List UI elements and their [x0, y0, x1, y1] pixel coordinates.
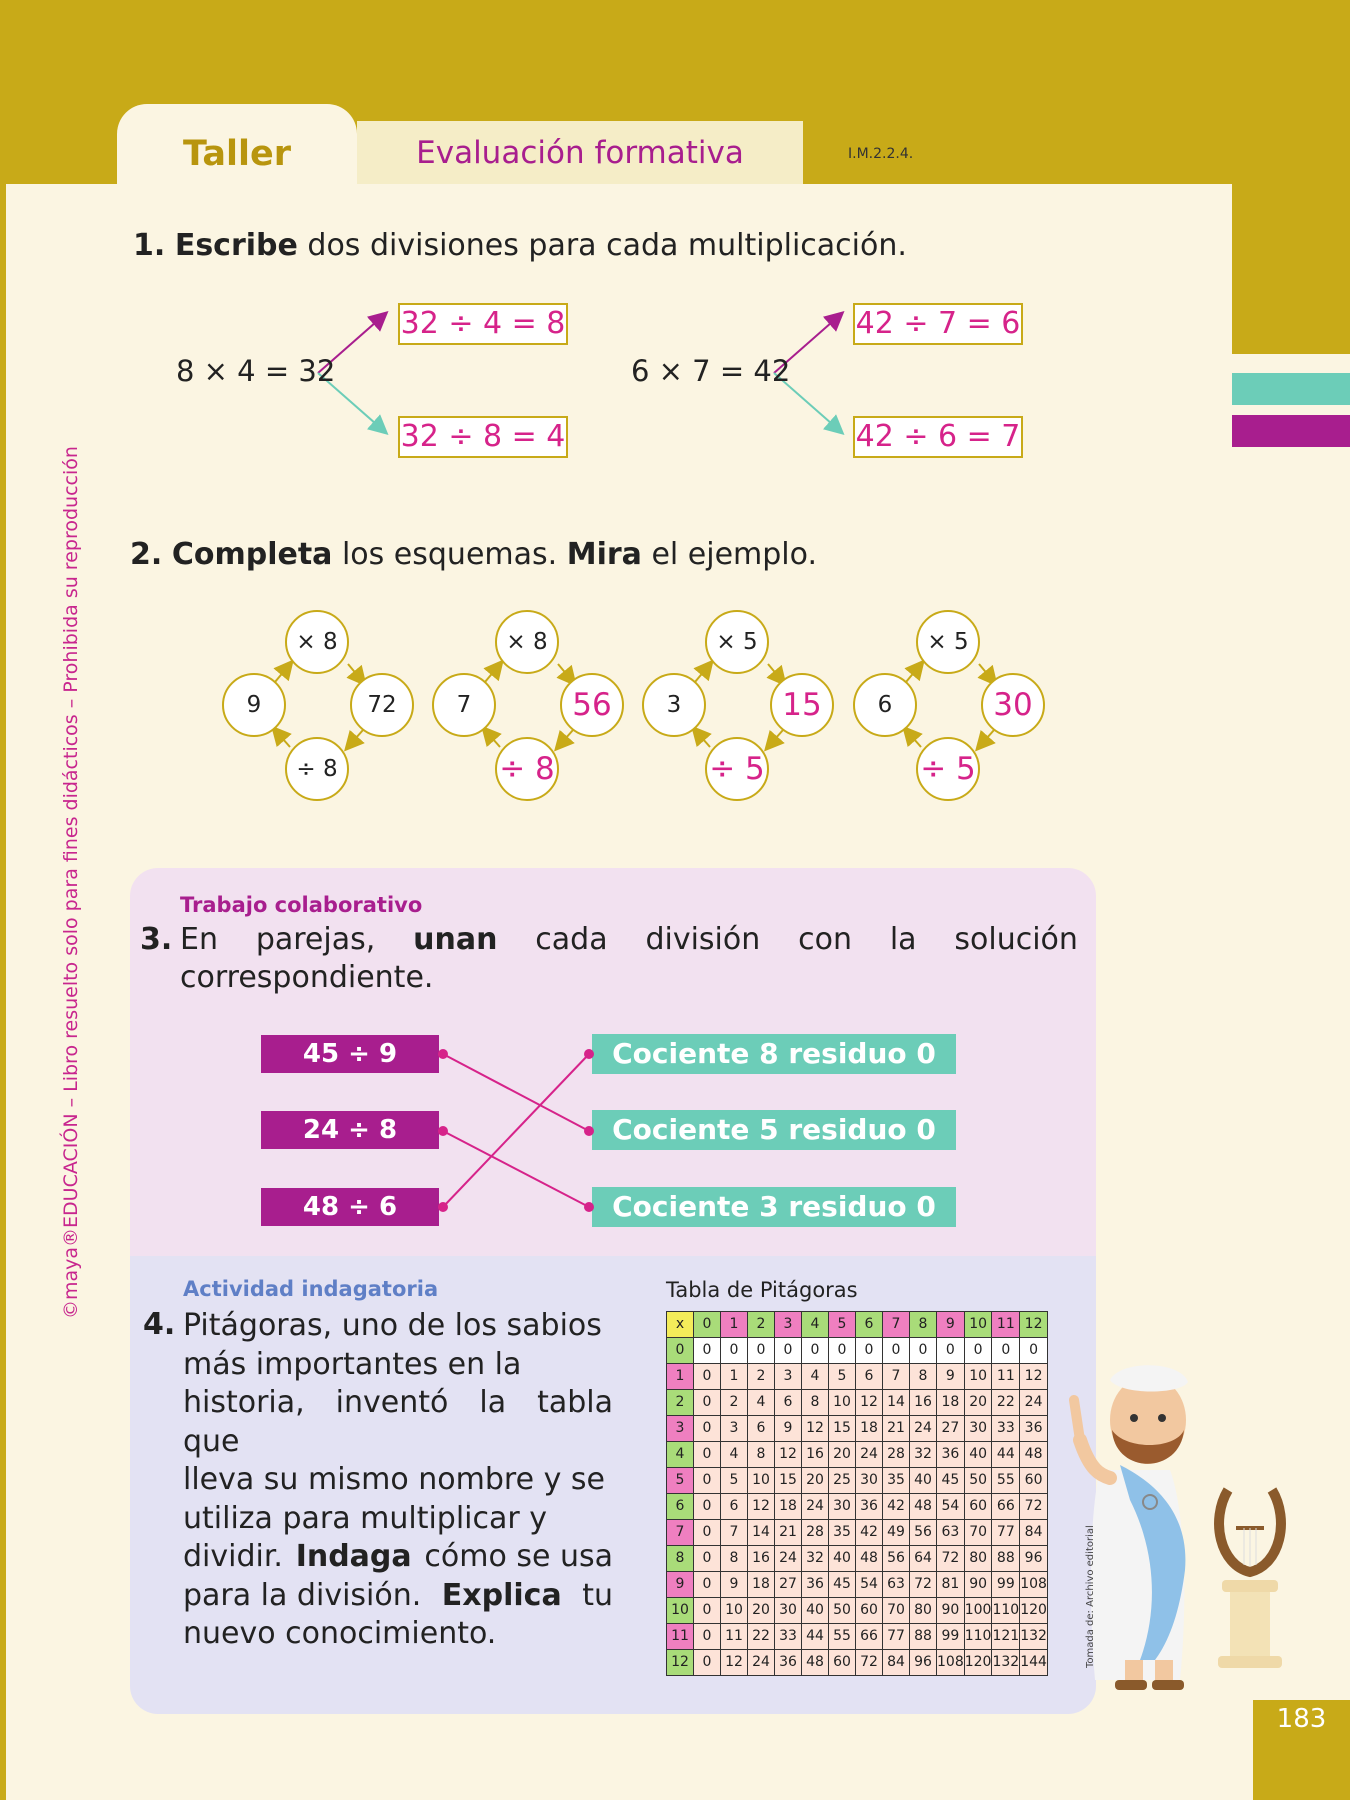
table-cell: 3 — [775, 1364, 802, 1390]
q2-verb-completa: Completa — [171, 537, 333, 572]
table-cell: 0 — [694, 1598, 721, 1624]
table-header-col: 3 — [775, 1312, 802, 1338]
table-cell: 18 — [937, 1390, 965, 1416]
table-header-row: 3 — [667, 1416, 694, 1442]
table-cell: 2 — [748, 1364, 775, 1390]
table-cell: 55 — [829, 1624, 856, 1650]
table-header-col: 5 — [829, 1312, 856, 1338]
table-cell: 10 — [829, 1390, 856, 1416]
table-cell: 48 — [856, 1546, 883, 1572]
table-cell: 110 — [964, 1624, 992, 1650]
pythagoras-illustration — [1060, 1360, 1310, 1700]
table-cell: 84 — [883, 1650, 910, 1676]
q2-number: 2. — [130, 537, 163, 572]
table-cell: 0 — [694, 1494, 721, 1520]
image-credit: Tomada de: Archivo editorial — [1085, 1525, 1096, 1668]
match-line-2 — [443, 1131, 589, 1207]
table-cell: 60 — [1020, 1468, 1048, 1494]
scheme-2-right-answer[interactable]: 56 — [560, 673, 624, 737]
table-cell: 81 — [937, 1572, 965, 1598]
q4-section-title: Actividad indagatoria — [183, 1277, 439, 1301]
table-cell: 8 — [748, 1442, 775, 1468]
table-header-col: 1 — [721, 1312, 748, 1338]
scheme-1-bottom: ÷ 8 — [285, 737, 349, 801]
scheme-3-right-answer[interactable]: 15 — [770, 673, 834, 737]
table-cell: 24 — [775, 1546, 802, 1572]
scheme-4-right-answer[interactable]: 30 — [981, 673, 1045, 737]
table-cell: 0 — [910, 1338, 937, 1364]
table-cell: 48 — [802, 1650, 829, 1676]
division-1[interactable]: 45 ÷ 9 — [261, 1035, 439, 1073]
table-cell: 40 — [910, 1468, 937, 1494]
table-cell: 32 — [910, 1442, 937, 1468]
table-cell: 0 — [694, 1364, 721, 1390]
q1a-multiplication: 8 × 4 = 32 — [176, 354, 336, 388]
table-cell: 22 — [748, 1624, 775, 1650]
table-header-col: 4 — [802, 1312, 829, 1338]
table-cell: 0 — [1020, 1338, 1048, 1364]
table-header-row: 10 — [667, 1598, 694, 1624]
table-header-col: 6 — [856, 1312, 883, 1338]
table-row — [667, 1572, 1048, 1598]
table-header-col: 7 — [883, 1312, 910, 1338]
table-cell: 21 — [775, 1520, 802, 1546]
scheme-1-right: 72 — [350, 673, 414, 737]
table-cell: 45 — [937, 1468, 965, 1494]
table-cell: 40 — [802, 1598, 829, 1624]
table-corner: x — [667, 1312, 694, 1338]
scheme-1-left: 9 — [222, 673, 286, 737]
table-cell: 9 — [721, 1572, 748, 1598]
table-header-row: 8 — [667, 1546, 694, 1572]
table-cell: 3 — [721, 1416, 748, 1442]
table-cell: 40 — [964, 1442, 992, 1468]
table-cell: 0 — [694, 1468, 721, 1494]
table-cell: 8 — [721, 1546, 748, 1572]
q3-number: 3. — [140, 922, 173, 957]
table-cell: 108 — [937, 1650, 965, 1676]
table-cell: 70 — [964, 1520, 992, 1546]
table-cell: 132 — [1020, 1624, 1048, 1650]
table-cell: 42 — [883, 1494, 910, 1520]
q2-text-rest: el ejemplo. — [641, 537, 817, 572]
table-cell: 30 — [964, 1416, 992, 1442]
table-cell: 6 — [775, 1390, 802, 1416]
table-cell: 8 — [802, 1390, 829, 1416]
table-cell: 60 — [964, 1494, 992, 1520]
table-cell: 20 — [802, 1468, 829, 1494]
scheme-2-top: × 8 — [495, 610, 559, 674]
table-cell: 42 — [856, 1520, 883, 1546]
q3-section-title: Trabajo colaborativo — [180, 893, 423, 917]
table-cell: 0 — [992, 1338, 1020, 1364]
table-cell: 121 — [992, 1624, 1020, 1650]
scheme-4-bottom-answer[interactable]: ÷ 5 — [916, 737, 980, 801]
table-cell: 0 — [883, 1338, 910, 1364]
table-cell: 48 — [1020, 1442, 1048, 1468]
table-cell: 0 — [937, 1338, 965, 1364]
table-header-row: 7 — [667, 1520, 694, 1546]
table-cell: 15 — [775, 1468, 802, 1494]
table-cell: 84 — [1020, 1520, 1048, 1546]
table-cell: 0 — [694, 1442, 721, 1468]
sidebar-copyright: ©maya®EDUCACIÓN – Libro resuelto solo para fines didácticos – Prohibida su reproducción — [60, 446, 82, 1319]
table-cell: 54 — [856, 1572, 883, 1598]
table-cell: 11 — [992, 1364, 1020, 1390]
q2-verb-mira: Mira — [566, 537, 642, 572]
table-cell: 24 — [856, 1442, 883, 1468]
table-cell: 72 — [856, 1650, 883, 1676]
table-cell: 36 — [802, 1572, 829, 1598]
table-cell: 33 — [775, 1624, 802, 1650]
table-row — [667, 1650, 1048, 1676]
table-cell: 36 — [775, 1650, 802, 1676]
q1-verb: Escribe — [174, 228, 298, 263]
table-cell: 64 — [910, 1546, 937, 1572]
table-cell: 88 — [992, 1546, 1020, 1572]
tab-taller-label: Taller — [183, 134, 291, 174]
division-3[interactable]: 48 ÷ 6 — [261, 1188, 439, 1226]
q1a-division-bottom[interactable]: 32 ÷ 8 = 4 — [398, 416, 568, 458]
table-cell: 99 — [937, 1624, 965, 1650]
page-number: 183 — [1276, 1704, 1327, 1734]
table-cell: 21 — [883, 1416, 910, 1442]
table-cell: 27 — [775, 1572, 802, 1598]
pythagoras-table — [666, 1311, 1048, 1676]
table-cell: 48 — [910, 1494, 937, 1520]
table-cell: 60 — [856, 1598, 883, 1624]
table-cell: 120 — [964, 1650, 992, 1676]
scheme-3-bottom-answer[interactable]: ÷ 5 — [705, 737, 769, 801]
table-cell: 88 — [910, 1624, 937, 1650]
table-cell: 56 — [883, 1546, 910, 1572]
table-cell: 0 — [694, 1416, 721, 1442]
table-row — [667, 1312, 1048, 1338]
table-row — [667, 1338, 1048, 1364]
table-cell: 0 — [694, 1624, 721, 1650]
table-row — [667, 1390, 1048, 1416]
table-cell: 35 — [883, 1468, 910, 1494]
table-cell: 36 — [856, 1494, 883, 1520]
scheme-1-top: × 8 — [285, 610, 349, 674]
table-row — [667, 1494, 1048, 1520]
table-cell: 49 — [883, 1520, 910, 1546]
table-cell: 27 — [937, 1416, 965, 1442]
table-cell: 16 — [802, 1442, 829, 1468]
table-cell: 0 — [748, 1338, 775, 1364]
table-cell: 100 — [964, 1598, 992, 1624]
table-header-col: 9 — [937, 1312, 965, 1338]
table-cell: 12 — [856, 1390, 883, 1416]
table-header-row: 9 — [667, 1572, 694, 1598]
table-cell: 4 — [748, 1390, 775, 1416]
table-cell: 5 — [721, 1468, 748, 1494]
table-cell: 99 — [992, 1572, 1020, 1598]
table-cell: 36 — [937, 1442, 965, 1468]
scheme-4-top: × 5 — [916, 610, 980, 674]
table-header-row: 12 — [667, 1650, 694, 1676]
table-cell: 22 — [992, 1390, 1020, 1416]
table-cell: 2 — [721, 1390, 748, 1416]
table-header-col: 0 — [694, 1312, 721, 1338]
table-cell: 63 — [883, 1572, 910, 1598]
table-cell: 6 — [721, 1494, 748, 1520]
table-row — [667, 1364, 1048, 1390]
table-cell: 7 — [883, 1364, 910, 1390]
table-cell: 12 — [802, 1416, 829, 1442]
q2-text-mid: los esquemas. — [332, 537, 567, 572]
table-cell: 7 — [721, 1520, 748, 1546]
lyre-icon — [1218, 1490, 1282, 1668]
table-cell: 40 — [829, 1546, 856, 1572]
table-cell: 32 — [802, 1546, 829, 1572]
table-cell: 66 — [856, 1624, 883, 1650]
table-cell: 0 — [964, 1338, 992, 1364]
table-cell: 96 — [910, 1650, 937, 1676]
match-line-1 — [443, 1054, 589, 1131]
table-cell: 6 — [748, 1416, 775, 1442]
scheme-4-left: 6 — [853, 673, 917, 737]
table-cell: 9 — [775, 1416, 802, 1442]
dot-division-1 — [438, 1049, 448, 1059]
division-2[interactable]: 24 ÷ 8 — [261, 1111, 439, 1149]
table-cell: 12 — [748, 1494, 775, 1520]
table-row — [667, 1468, 1048, 1494]
q1-number: 1. — [133, 228, 166, 263]
table-cell: 110 — [992, 1598, 1020, 1624]
table-row — [667, 1520, 1048, 1546]
table-cell: 5 — [829, 1364, 856, 1390]
dot-division-3 — [438, 1202, 448, 1212]
table-header-row: 0 — [667, 1338, 694, 1364]
table-cell: 12 — [775, 1442, 802, 1468]
q1b-multiplication: 6 × 7 = 42 — [631, 354, 791, 388]
table-cell: 12 — [1020, 1364, 1048, 1390]
dot-solution-3 — [584, 1202, 594, 1212]
table-cell: 0 — [694, 1520, 721, 1546]
table-cell: 36 — [1020, 1416, 1048, 1442]
table-cell: 30 — [829, 1494, 856, 1520]
table-cell: 30 — [856, 1468, 883, 1494]
table-title: Tabla de Pitágoras — [666, 1278, 858, 1302]
scheme-2-bottom-answer[interactable]: ÷ 8 — [495, 737, 559, 801]
table-cell: 0 — [694, 1546, 721, 1572]
table-cell: 96 — [1020, 1546, 1048, 1572]
table-header-col: 10 — [964, 1312, 992, 1338]
table-row — [667, 1416, 1048, 1442]
table-cell: 72 — [1020, 1494, 1048, 1520]
table-header-row: 1 — [667, 1364, 694, 1390]
q1b-division-top[interactable]: 42 ÷ 7 = 6 — [853, 303, 1023, 345]
table-cell: 77 — [883, 1624, 910, 1650]
table-cell: 45 — [829, 1572, 856, 1598]
table-cell: 80 — [910, 1598, 937, 1624]
solution-2[interactable]: Cociente 5 residuo 0 — [592, 1110, 956, 1150]
dot-solution-1 — [584, 1049, 594, 1059]
table-cell: 1 — [721, 1364, 748, 1390]
table-cell: 44 — [802, 1624, 829, 1650]
table-header-row: 11 — [667, 1624, 694, 1650]
table-cell: 50 — [964, 1468, 992, 1494]
table-cell: 132 — [992, 1650, 1020, 1676]
table-cell: 20 — [964, 1390, 992, 1416]
table-cell: 120 — [1020, 1598, 1048, 1624]
tab-evaluacion-label: Evaluación formativa — [416, 135, 744, 171]
table-cell: 4 — [721, 1442, 748, 1468]
table-cell: 144 — [1020, 1650, 1048, 1676]
table-row — [667, 1624, 1048, 1650]
table-cell: 0 — [694, 1650, 721, 1676]
scheme-3-top: × 5 — [705, 610, 769, 674]
table-header-col: 2 — [748, 1312, 775, 1338]
table-cell: 18 — [856, 1416, 883, 1442]
table-cell: 72 — [937, 1546, 965, 1572]
table-cell: 0 — [694, 1390, 721, 1416]
table-cell: 33 — [992, 1416, 1020, 1442]
table-cell: 14 — [748, 1520, 775, 1546]
table-cell: 4 — [802, 1364, 829, 1390]
q4-paragraph: Pitágoras, uno de los sabios más importantes en la historia, inventó la tabla que lleva su mismo nombre y se utiliza para multiplicar y dividir. Indaga cómo se usa para la división. Explica tu nuevo conocimiento. — [183, 1308, 613, 1651]
table-header-row: 2 — [667, 1390, 694, 1416]
table-cell: 72 — [910, 1572, 937, 1598]
table-header-col: 12 — [1020, 1312, 1048, 1338]
table-cell: 16 — [910, 1390, 937, 1416]
table-cell: 24 — [802, 1494, 829, 1520]
table-header-row: 6 — [667, 1494, 694, 1520]
skill-code: I.M.2.2.4. — [848, 146, 914, 162]
table-cell: 80 — [964, 1546, 992, 1572]
table-header-row: 5 — [667, 1468, 694, 1494]
table-cell: 0 — [856, 1338, 883, 1364]
q3-line2: correspondiente. — [180, 960, 434, 995]
table-cell: 24 — [748, 1650, 775, 1676]
table-cell: 77 — [992, 1520, 1020, 1546]
scheme-2-left: 7 — [432, 673, 496, 737]
table-cell: 56 — [910, 1520, 937, 1546]
table-cell: 90 — [937, 1598, 965, 1624]
table-cell: 0 — [829, 1338, 856, 1364]
table-cell: 60 — [829, 1650, 856, 1676]
table-header-col: 11 — [992, 1312, 1020, 1338]
table-cell: 18 — [775, 1494, 802, 1520]
solution-3[interactable]: Cociente 3 residuo 0 — [592, 1187, 956, 1227]
table-cell: 0 — [802, 1338, 829, 1364]
table-cell: 30 — [775, 1598, 802, 1624]
q1-text: dos divisiones para cada multiplicación. — [297, 228, 907, 263]
table-cell: 15 — [829, 1416, 856, 1442]
table-cell: 6 — [856, 1364, 883, 1390]
table-cell: 55 — [992, 1468, 1020, 1494]
table-cell: 11 — [721, 1624, 748, 1650]
table-cell: 20 — [829, 1442, 856, 1468]
table-cell: 0 — [694, 1572, 721, 1598]
table-cell: 54 — [937, 1494, 965, 1520]
table-cell: 24 — [1020, 1390, 1048, 1416]
table-cell: 18 — [748, 1572, 775, 1598]
table-cell: 0 — [775, 1338, 802, 1364]
solution-1[interactable]: Cociente 8 residuo 0 — [592, 1034, 956, 1074]
table-cell: 14 — [883, 1390, 910, 1416]
table-cell: 108 — [1020, 1572, 1048, 1598]
q1b-division-bottom[interactable]: 42 ÷ 6 = 7 — [853, 416, 1023, 458]
table-cell: 70 — [883, 1598, 910, 1624]
table-cell: 90 — [964, 1572, 992, 1598]
table-cell: 8 — [910, 1364, 937, 1390]
table-cell: 25 — [829, 1468, 856, 1494]
table-cell: 9 — [937, 1364, 965, 1390]
table-row — [667, 1442, 1048, 1468]
table-row — [667, 1598, 1048, 1624]
dot-division-2 — [438, 1126, 448, 1136]
match-line-3 — [443, 1054, 589, 1207]
table-cell: 28 — [802, 1520, 829, 1546]
table-cell: 10 — [964, 1364, 992, 1390]
table-row — [667, 1546, 1048, 1572]
table-cell: 35 — [829, 1520, 856, 1546]
table-cell: 24 — [910, 1416, 937, 1442]
table-cell: 50 — [829, 1598, 856, 1624]
table-header-col: 8 — [910, 1312, 937, 1338]
table-cell: 0 — [694, 1338, 721, 1364]
q4-number: 4. — [143, 1307, 176, 1342]
table-cell: 0 — [721, 1338, 748, 1364]
scheme-3-left: 3 — [642, 673, 706, 737]
table-cell: 20 — [748, 1598, 775, 1624]
table-cell: 12 — [721, 1650, 748, 1676]
dot-solution-2 — [584, 1126, 594, 1136]
table-cell: 16 — [748, 1546, 775, 1572]
table-cell: 10 — [721, 1598, 748, 1624]
table-cell: 10 — [748, 1468, 775, 1494]
table-cell: 63 — [937, 1520, 965, 1546]
table-header-row: 4 — [667, 1442, 694, 1468]
q1a-division-top[interactable]: 32 ÷ 4 = 8 — [398, 303, 568, 345]
table-cell: 66 — [992, 1494, 1020, 1520]
table-cell: 28 — [883, 1442, 910, 1468]
q3-line1: En parejas, unan cada división con la solución — [180, 922, 1078, 957]
table-cell: 44 — [992, 1442, 1020, 1468]
